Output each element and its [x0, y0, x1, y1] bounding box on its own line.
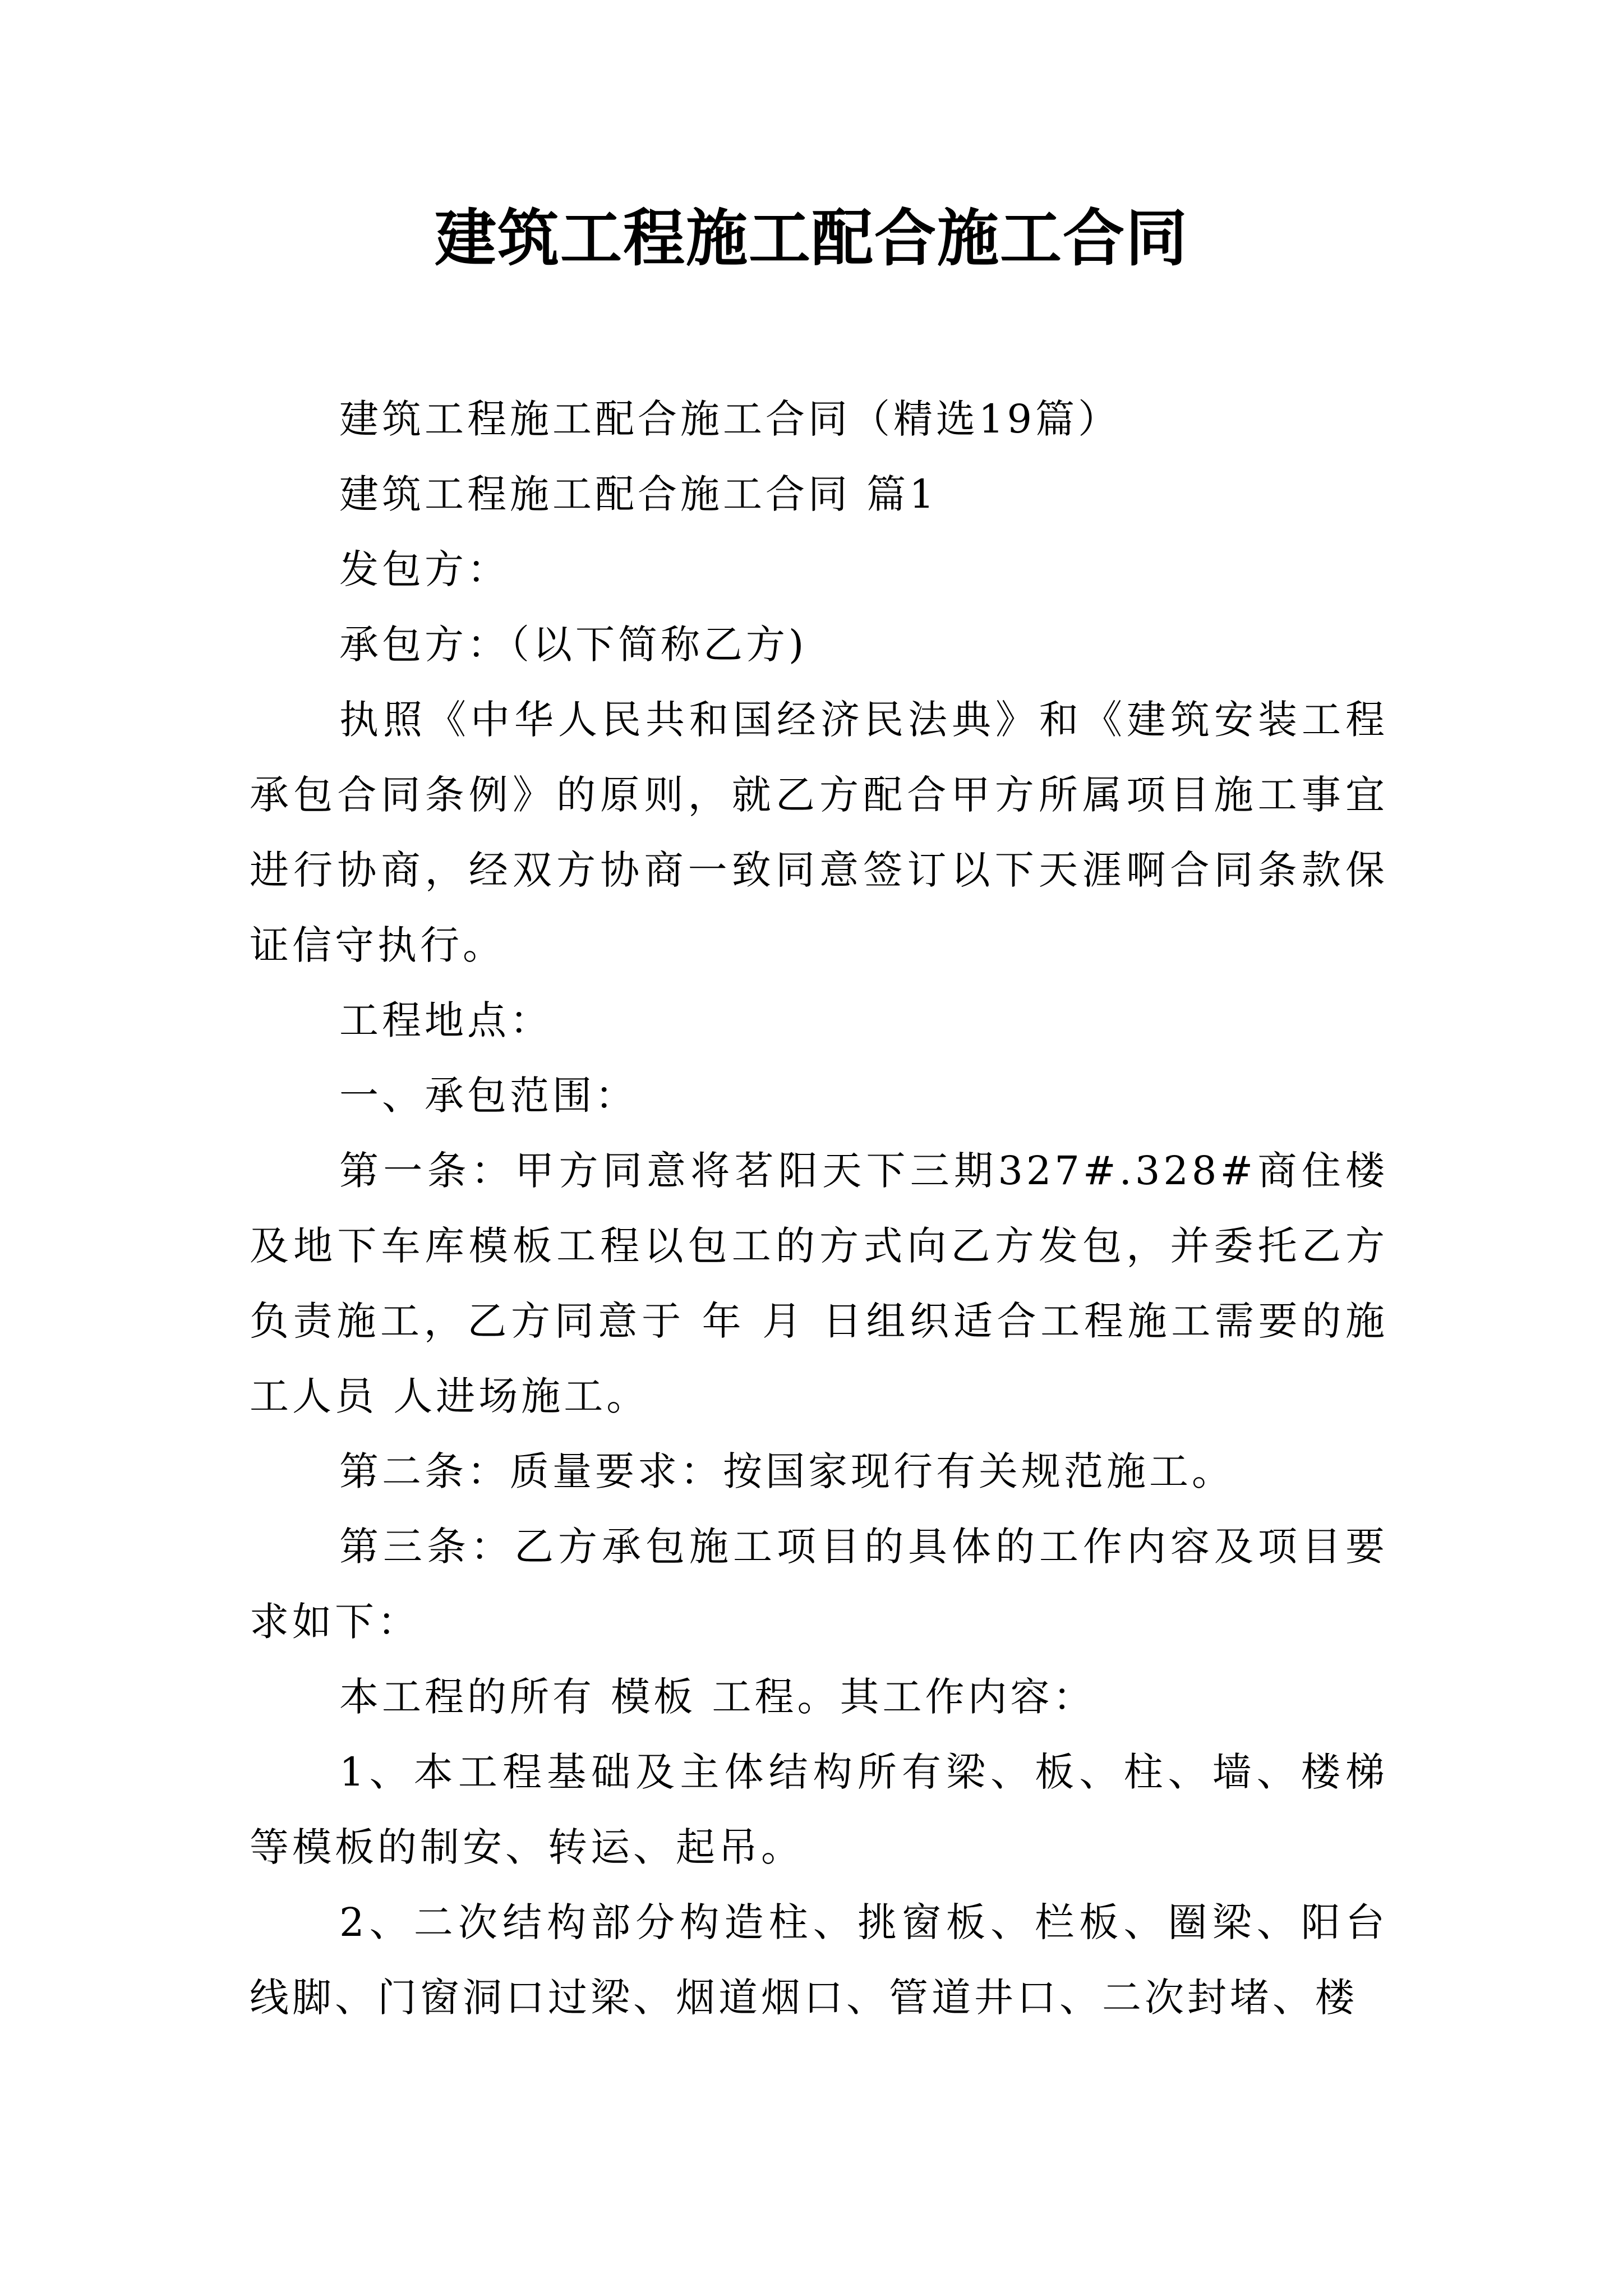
paragraph-item-1: 1、本工程基础及主体结构所有梁、板、柱、墙、楼梯等模板的制安、转运、起吊。: [250, 1749, 1388, 1870]
paragraph-contractor: 承包方：（以下简称乙方): [339, 622, 808, 668]
paragraph-item-2: 2、二次结构部分构造柱、挑窗板、栏板、圈梁、阳台线脚、门窗洞口过梁、烟道烟口、管道井口、二次封堵、楼: [250, 1899, 1388, 2021]
paragraph-preamble: 执照《中华人民共和国经济民法典》和《建筑安装工程承包合同条例》的原则，就乙方配合甲方所属项目施工事宜进行协商，经双方协商一致同意签订以下天涯啊合同条款保证信守执行。: [250, 697, 1388, 968]
paragraph-article-3: 第三条：乙方承包施工项目的具体的工作内容及项目要求如下：: [250, 1524, 1388, 1645]
paragraph-work-content: 本工程的所有 模板 工程。其工作内容：: [339, 1674, 1096, 1720]
document-title: 建筑工程施工配合施工合同: [435, 202, 1188, 274]
paragraph-article-2: 第二条：质量要求：按国家现行有关规范施工。: [339, 1448, 1234, 1494]
paragraph-project-location: 工程地点：: [339, 997, 552, 1043]
paragraph-scope-heading: 一、承包范围：: [339, 1073, 638, 1119]
paragraph-subtitle: 建筑工程施工配合施工合同（精选19篇）: [339, 396, 1121, 442]
document-body: [250, 381, 1388, 2035]
paragraph-employer: 发包方：: [339, 546, 510, 592]
paragraph-section-heading: 建筑工程施工配合施工合同 篇1: [339, 471, 938, 517]
paragraph-article-1: 第一条：甲方同意将茗阳天下三期327#.328#商住楼及地下车库模板工程以包工的方式向乙方发包，并委托乙方负责施工，乙方同意于 年 月 日组织适合工程施工需要的施工人员 人进场施工。: [250, 1148, 1388, 1419]
